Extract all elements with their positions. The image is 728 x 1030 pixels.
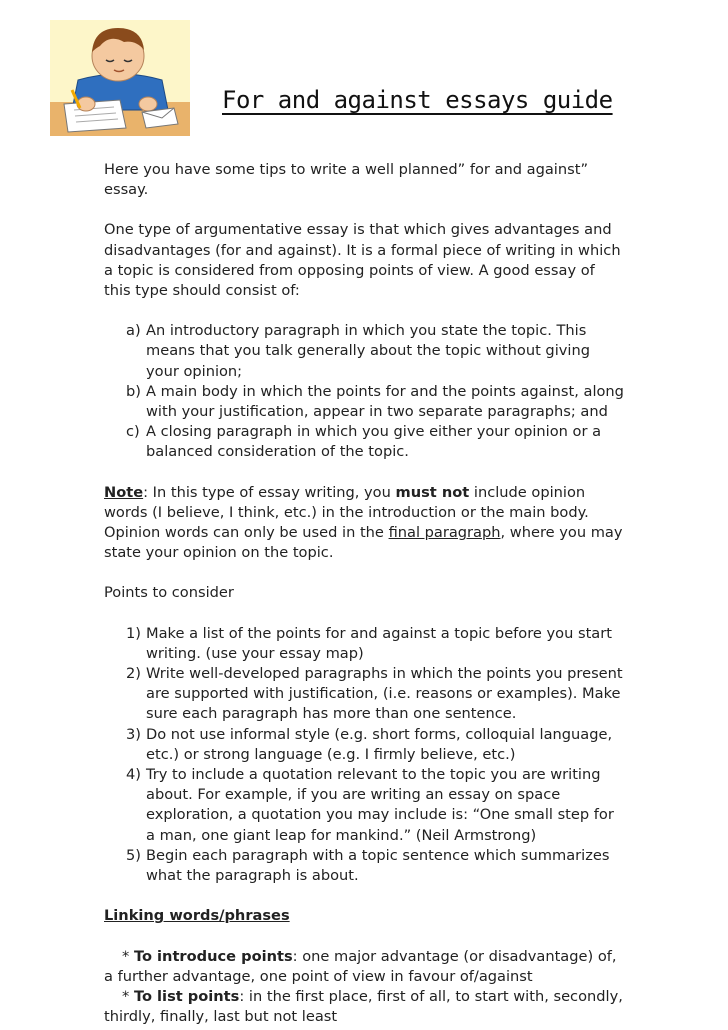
list-item: 2) Write well-developed paragraphs in which the points you present are supported with justification, (i.e. reasons or examples). Make sure each paragraph has more than one sentence. — [126, 665, 623, 723]
points-list — [104, 624, 624, 887]
note-emphasis: must not — [395, 483, 470, 501]
linking-item: * To introduce points: one major advantage (or disadvantage) of, a further advantage, one point of view in favour of/against — [104, 947, 617, 985]
linking-item: * To list points: in the first place, first of all, to start with, secondly, thirdly, finally, last but not least — [104, 987, 623, 1026]
points-heading: Points to consider — [104, 584, 234, 602]
list-item: 3) Do not use informal style (e.g. short forms, colloquial language, etc.) or strong language (e.g. I firmly believe, etc.) — [126, 725, 613, 763]
list-item: 1) Make a list of the points for and against a topic before you start writing. (use your essay map) — [126, 624, 612, 662]
document-body — [104, 160, 624, 1027]
boy-writing-illustration — [50, 20, 190, 136]
list-item: b) A main body in which the points for and the points against, along with your justification, appear in two separate paragraphs; and — [126, 382, 624, 421]
list-item: 5) Begin each paragraph with a topic sentence which summarizes what the paragraph is about. — [126, 846, 610, 885]
linking-heading: Linking words/phrases — [104, 907, 290, 925]
list-item: 4) Try to include a quotation relevant to the topic you are writing about. For example, if you are writing an essay on space exploration, a quotation you may include is: “One small step for a man, one giant leap for mankind.” (Neil Armstrong) — [126, 766, 614, 844]
final-paragraph-underline: final paragraph — [388, 524, 501, 542]
list-item: c) A closing paragraph in which you give either your opinion or a balanced consideration of the topic. — [126, 423, 602, 461]
intro-paragraph: Here you have some tips to write a well planned” for and against” essay. — [104, 161, 589, 199]
page-title: For and against essays guide — [222, 86, 613, 114]
note-label: Note — [104, 483, 144, 501]
note-paragraph: Note: In this type of essay writing, you must not include opinion words (I believe, I think, etc.) in the introduction or the main body. Opinion words can only be used in the final paragraph, where you may state your opinion on the topic. — [104, 483, 623, 562]
structure-list — [104, 321, 624, 462]
list-item: a) An introductory paragraph in which you state the topic. This means that you talk generally about the topic without giving your opinion; — [126, 322, 590, 380]
definition-paragraph: One type of argumentative essay is that which gives advantages and disadvantages (for and against). It is a formal piece of writing in which a topic is considered from opposing points of view. A good essay of this type should consist of: — [104, 221, 621, 300]
